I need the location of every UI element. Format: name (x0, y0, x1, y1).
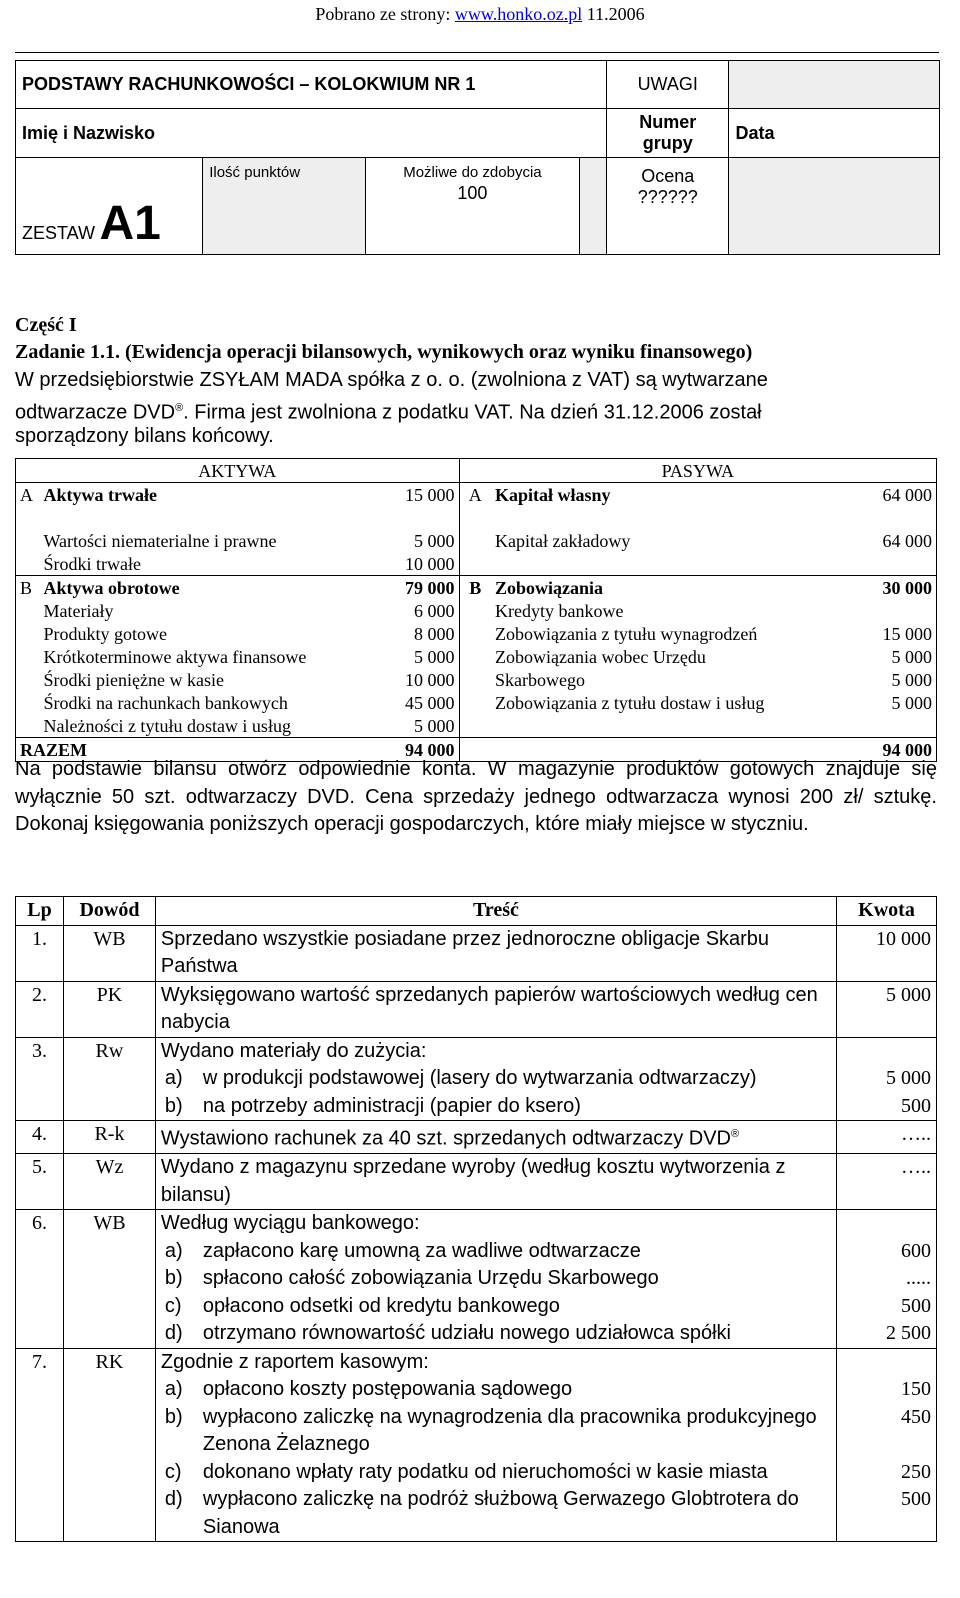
balance-value: 10 000 (405, 553, 455, 574)
registered-mark: ® (731, 1128, 740, 1140)
balance-row: Środki trwałe (43, 553, 141, 574)
col-doc: Dowód (63, 897, 155, 926)
balance-row: Skarbowego (494, 669, 585, 690)
row-doc: WB (63, 925, 155, 981)
source-link[interactable]: www.honko.oz.pl (454, 4, 583, 24)
row-text-block (155, 1037, 836, 1121)
list-item: b) na potrzeby administracji (papier do ksero) (164, 1094, 581, 1117)
balance-value: 8 000 (414, 623, 455, 644)
source-line (0, 4, 960, 25)
balance-row: Kapitał zakładowy (494, 530, 631, 551)
assets-a-value: 15 000 (369, 483, 459, 507)
set-label (16, 158, 203, 255)
balance-value: 15 000 (837, 622, 937, 645)
table-row (16, 1154, 937, 1210)
row-lp: 6. (16, 1210, 64, 1349)
liab-a-letter: A (459, 483, 491, 507)
table-row (16, 925, 937, 981)
grade-cell (607, 158, 729, 255)
row-lp: 1. (16, 925, 64, 981)
set-code: A1 (99, 197, 161, 250)
balance-value: 64 000 (837, 529, 937, 552)
possible-value: 100 (457, 183, 488, 203)
table-row (16, 1210, 937, 1349)
grade-field[interactable] (729, 158, 940, 255)
balance-row: Środki na rachunkach bankowych (43, 692, 288, 713)
row-amount: 600 ..... 500 2 500 (837, 1210, 937, 1349)
task-title: Zadanie 1.1. (Ewidencja operacji bilansowych, wynikowych oraz wyniku finansowego) (15, 341, 753, 363)
instructions: Na podstawie bilansu otwórz odpowiednie konta. W magazynie produktów gotowych znajduje się wyłącznie 50 szt. odtwarzaczy DVD. Cena sprzedaży jednego odtwarzacza wynosi 200 zł/ sztukę. Dokonaj księgowania poniższych operacji gospodarczych, które miały miejsce w styczniu. (15, 758, 937, 835)
list-item: d) wypłacono zaliczkę na podróż służbową Gerwazego Globtrotera do Sianowa (164, 1488, 799, 1538)
balance-value: 10 000 (405, 669, 455, 690)
possible-cell (366, 158, 580, 255)
remarks-field[interactable] (729, 61, 940, 109)
liab-a-label: Kapitał własny (491, 483, 837, 507)
table-row (16, 981, 937, 1037)
row-text: Wydano materiały do zużycia: (160, 1039, 427, 1062)
liabilities-header: PASYWA (459, 459, 936, 483)
source-prefix: Pobrano ze strony: (315, 4, 455, 24)
total-label: RAZEM (16, 738, 370, 762)
assets-b-value: 79 000 (369, 576, 459, 600)
row-amount: 10 000 (837, 925, 937, 981)
row-lp: 4. (16, 1121, 64, 1154)
row-doc: Wz (63, 1154, 155, 1210)
row-text: Według wyciągu bankowego: (160, 1212, 420, 1235)
assets-a-letter: A (16, 483, 40, 507)
row-amount: ….. (837, 1154, 937, 1210)
row-amount: 5 000 (837, 981, 937, 1037)
row-doc: Rw (63, 1037, 155, 1121)
row-lp: 2. (16, 981, 64, 1037)
balance-value: 6 000 (414, 600, 455, 621)
remarks-label: UWAGI (607, 61, 729, 109)
balance-value: 5 000 (414, 715, 455, 736)
list-item: c) dokonano wpłaty raty podatku od nieruchomości w kasie miasta (164, 1460, 768, 1483)
header-rule (15, 52, 939, 53)
balance-row: Należności z tytułu dostaw i usług (43, 715, 291, 736)
operations-table (15, 896, 937, 1542)
balance-row: Wartości niematerialne i prawne (43, 530, 277, 551)
list-item: a) opłacono koszty postępowania sądowego (164, 1378, 573, 1401)
liab-b-letter: B (459, 576, 491, 600)
list-item: b) wypłacono zaliczkę na wynagrodzenia dla pracownika produkcyjnego Zenona Żelaznego (164, 1405, 817, 1456)
spacer-cell (579, 158, 606, 255)
group-label: Numer grupy (607, 109, 729, 158)
task-intro-2a: odtwarzacze DVD (15, 401, 176, 424)
balance-value: 5 000 (837, 668, 937, 691)
balance-row: Zobowiązania z tytułu dostaw i usług (494, 692, 765, 713)
row-lp: 3. (16, 1037, 64, 1121)
col-amount: Kwota (837, 897, 937, 926)
row-text-block (155, 1121, 836, 1154)
list-item: a) w produkcji podstawowej (lasery do wytwarzania odtwarzaczy) (164, 1067, 757, 1089)
row-text: Zgodnie z raportem kasowym: (160, 1350, 429, 1373)
grade-label: Ocena (641, 166, 695, 186)
balance-value: 5 000 (414, 646, 455, 667)
task-intro-2b: . Firma jest zwolniona z podatku VAT. Na dzień 31.12.2006 został (183, 401, 762, 424)
balance-row: Środki pieniężne w kasie (43, 669, 224, 690)
row-text-block (155, 1210, 836, 1349)
registered-mark: ® (175, 402, 184, 414)
row-doc: PK (63, 981, 155, 1037)
assets-b-label: Aktywa obrotowe (39, 576, 369, 600)
row-text: Wystawiono rachunek za 40 szt. sprzedanych odtwarzaczy DVD (160, 1127, 731, 1150)
total-assets: 94 000 (369, 738, 459, 762)
exam-title: PODSTAWY RACHUNKOWOŚCI – KOLOKWIUM NR 1 (16, 61, 607, 109)
list-item: d) otrzymano równowartość udziału nowego udziałowca spółki (164, 1322, 731, 1345)
row-text: Wyksięgowano wartość sprzedanych papierów wartościowych według cen nabycia (155, 981, 836, 1037)
liab-a-value: 64 000 (837, 483, 937, 507)
assets-header: AKTYWA (16, 459, 460, 483)
list-item: b) spłacono całość zobowiązania Urzędu Skarbowego (164, 1267, 659, 1290)
row-text-block (155, 1348, 836, 1542)
table-row (16, 1037, 937, 1121)
grade-value: ?????? (637, 187, 698, 207)
task-intro-1: W przedsiębiorstwie ZSYŁAM MADA spółka z o. o. (zwolniona z VAT) są wytwarzane (15, 369, 768, 391)
balance-row: Krótkoterminowe aktywa finansowe (43, 646, 307, 667)
table-row (16, 1348, 937, 1542)
points-label: Ilość punktów (203, 158, 366, 255)
part-heading: Część I (15, 314, 77, 336)
liab-b-value: 30 000 (837, 576, 937, 600)
row-lp: 5. (16, 1154, 64, 1210)
possible-label: Możliwe do zdobycia (403, 164, 542, 181)
source-date: 11.2006 (586, 4, 645, 24)
balance-value: 45 000 (405, 692, 455, 713)
date-label: Data (729, 109, 940, 158)
balance-sheet (15, 458, 937, 762)
row-doc: WB (63, 1210, 155, 1349)
total-liabilities: 94 000 (837, 738, 937, 762)
row-doc: RK (63, 1348, 155, 1542)
row-amount: 150 450 250 500 (837, 1348, 937, 1542)
row-lp: 7. (16, 1348, 64, 1542)
col-content: Treść (155, 897, 836, 926)
name-label: Imię i Nazwisko (16, 109, 607, 158)
balance-row: Materiały (43, 600, 114, 621)
row-doc: R-k (63, 1121, 155, 1154)
row-amount: ….. (837, 1121, 937, 1154)
set-word: ZESTAW (22, 223, 95, 243)
task-intro-3: sporządzony bilans końcowy. (15, 425, 274, 447)
balance-row: Produkty gotowe (43, 623, 167, 644)
row-amount: 5 000 500 (837, 1037, 937, 1121)
row-text: Wydano z magazynu sprzedane wyroby (według kosztu wytworzenia z bilansu) (155, 1154, 836, 1210)
balance-value (837, 599, 937, 622)
balance-value: 5 000 (837, 645, 937, 668)
balance-value: 5 000 (837, 691, 937, 714)
balance-row: Zobowiązania wobec Urzędu (494, 646, 706, 667)
list-item: c) opłacono odsetki od kredytu bankowego (164, 1294, 560, 1317)
assets-b-letter: B (16, 576, 40, 600)
row-text: Sprzedano wszystkie posiadane przez jednoroczne obligacje Skarbu Państwa (155, 925, 836, 981)
balance-value: 5 000 (414, 530, 455, 551)
col-lp: Lp (16, 897, 64, 926)
list-item: a) zapłacono karę umowną za wadliwe odtwarzacze (164, 1239, 641, 1262)
balance-row: Zobowiązania z tytułu wynagrodzeń (494, 623, 758, 644)
table-row (16, 1121, 937, 1154)
assets-a-label: Aktywa trwałe (39, 483, 369, 507)
balance-row: Kredyty bankowe (494, 600, 624, 621)
liab-b-label: Zobowiązania (491, 576, 837, 600)
exam-header-table (15, 60, 940, 255)
